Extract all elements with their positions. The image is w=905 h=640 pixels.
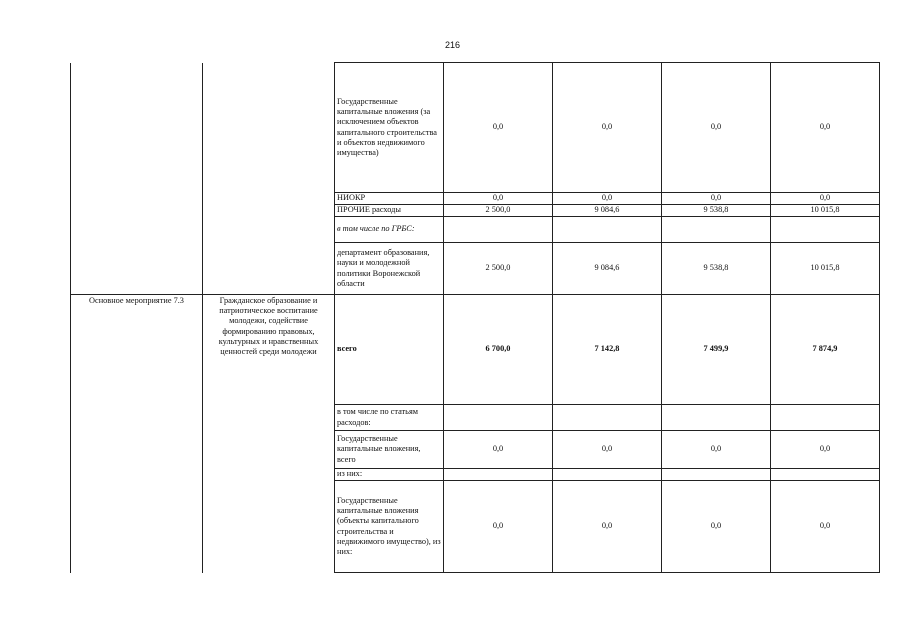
budget-table [70, 62, 880, 573]
table-row [71, 193, 880, 205]
empty-cell [203, 193, 335, 205]
value-cell: 0,0 [553, 193, 662, 205]
value-cell: 10 015,8 [771, 243, 880, 295]
empty-cell [203, 243, 335, 295]
value-cell [553, 217, 662, 243]
value-cell [662, 469, 771, 481]
value-cell: 10 015,8 [771, 205, 880, 217]
value-cell [771, 217, 880, 243]
empty-cell [203, 217, 335, 243]
empty-cell [203, 63, 335, 193]
table-row [71, 295, 880, 405]
value-cell: 0,0 [771, 63, 880, 193]
value-cell: 2 500,0 [444, 205, 553, 217]
event-name: Основное мероприятие 7.3 [71, 295, 203, 573]
value-cell: 2 500,0 [444, 243, 553, 295]
value-cell: 0,0 [662, 431, 771, 469]
event-title: Гражданское образование и патриотическое воспитание молодежи, содействие формированию правовых, культурных и нравственных ценностей среди молодежи [203, 295, 335, 573]
value-cell [444, 469, 553, 481]
row-label: в том числе по статьям расходов: [335, 405, 444, 431]
empty-cell [71, 63, 203, 193]
value-cell: 0,0 [771, 431, 880, 469]
value-cell: 0,0 [553, 431, 662, 469]
value-cell [444, 405, 553, 431]
value-cell: 9 084,6 [553, 243, 662, 295]
table-row [71, 217, 880, 243]
table-row [71, 63, 880, 193]
row-label: НИОКР [335, 193, 444, 205]
value-cell [771, 469, 880, 481]
empty-cell [71, 193, 203, 205]
value-cell: 0,0 [771, 193, 880, 205]
value-cell: 0,0 [553, 481, 662, 573]
page-number: 216 [444, 40, 461, 50]
value-cell: 7 499,9 [662, 295, 771, 405]
value-cell: 0,0 [553, 63, 662, 193]
value-cell: 6 700,0 [444, 295, 553, 405]
row-label: всего [335, 295, 444, 405]
value-cell [662, 405, 771, 431]
row-label: из них: [335, 469, 444, 481]
value-cell: 0,0 [662, 481, 771, 573]
empty-cell [71, 243, 203, 295]
value-cell [444, 217, 553, 243]
empty-cell [71, 217, 203, 243]
value-cell: 0,0 [771, 481, 880, 573]
row-label: ПРОЧИЕ расходы [335, 205, 444, 217]
value-cell: 0,0 [444, 193, 553, 205]
table-row [71, 205, 880, 217]
row-label: Государственные капитальные вложения (за исключением объектов капитального строительства и объектов недвижимого имущества) [335, 63, 444, 193]
row-label: Государственные капитальные вложения, всего [335, 431, 444, 469]
row-label: Государственные капитальные вложения (объекты капитального строительства и недвижимого имущество), из них: [335, 481, 444, 573]
empty-cell [71, 205, 203, 217]
value-cell: 0,0 [444, 63, 553, 193]
table-row [71, 243, 880, 295]
empty-cell [203, 205, 335, 217]
value-cell: 0,0 [662, 193, 771, 205]
value-cell [553, 405, 662, 431]
value-cell: 0,0 [662, 63, 771, 193]
value-cell [771, 405, 880, 431]
row-label: департамент образования, науки и молодежной политики Воронежской области [335, 243, 444, 295]
value-cell: 0,0 [444, 431, 553, 469]
value-cell: 9 538,8 [662, 205, 771, 217]
value-cell: 7 874,9 [771, 295, 880, 405]
value-cell: 9 084,6 [553, 205, 662, 217]
value-cell: 7 142,8 [553, 295, 662, 405]
value-cell: 0,0 [444, 481, 553, 573]
value-cell [553, 469, 662, 481]
value-cell: 9 538,8 [662, 243, 771, 295]
row-label: в том числе по ГРБС: [335, 217, 444, 243]
value-cell [662, 217, 771, 243]
